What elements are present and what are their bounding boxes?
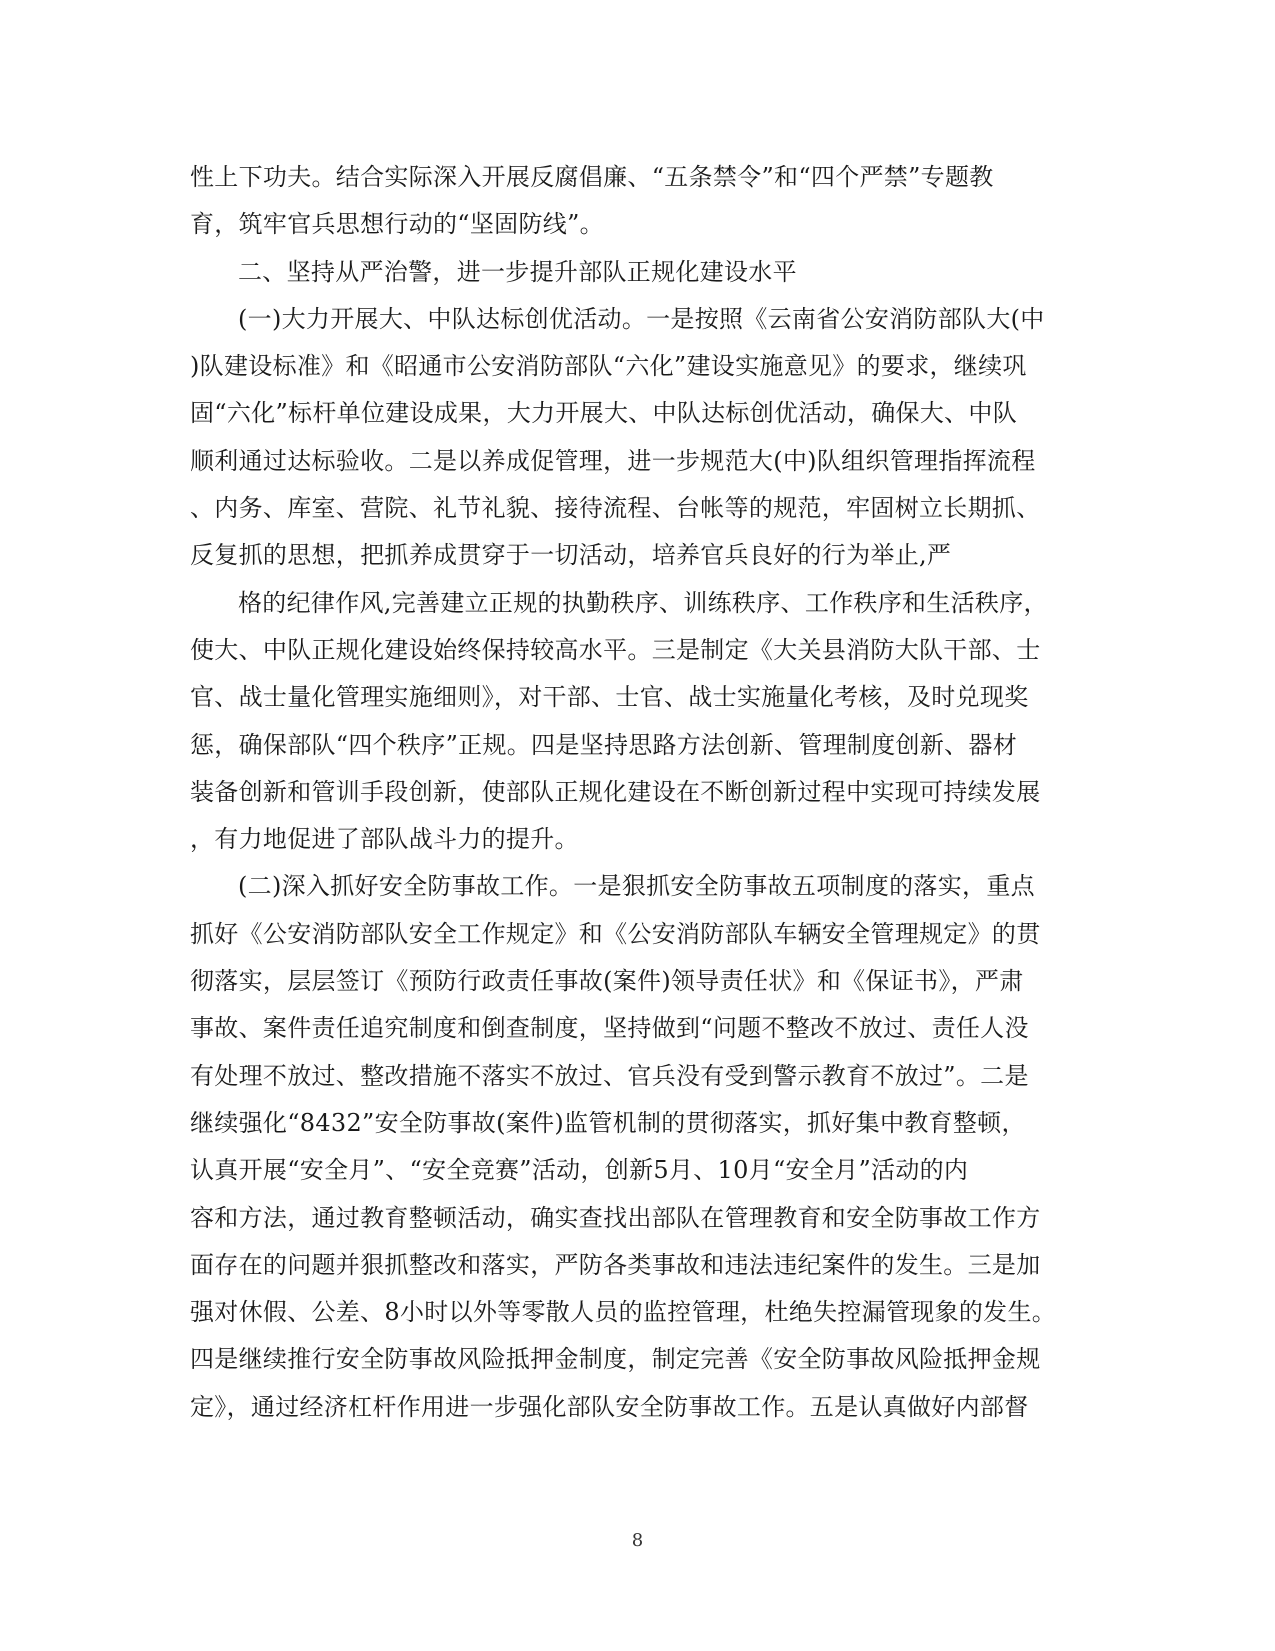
- text-line: 继续强化“8432”安全防事故(案件)监管机制的贯彻落实，抓好集中教育整顿，: [190, 1108, 1026, 1137]
- text-line: 官、战士量化管理实施细则》，对干部、士官、战士实施量化考核，及时兑现奖: [190, 683, 1029, 712]
- text-line: 装备创新和管训手段创新，使部队正规化建设在不断创新过程中实现可持续发展: [190, 777, 1041, 806]
- text-line: ，有力地促进了部队战斗力的提升。: [190, 825, 579, 854]
- text-line: 定》，通过经济杠杆作用进一步强化部队安全防事故工作。五是认真做好内部督: [190, 1392, 1029, 1421]
- text-line: )队建设标准》和《昭通市公安消防部队“六化”建设实施意见》的要求，继续巩: [190, 352, 1027, 381]
- text-line: 育，筑牢官兵思想行动的“坚固防线”。: [190, 210, 604, 239]
- paragraph-start: (一)大力开展大、中队达标创优活动。一是按照《云南省公安消防部队大(中: [238, 304, 1045, 333]
- text-line: 、内务、库室、营院、礼节礼貌、接待流程、台帐等的规范，牢固树立长期抓、: [190, 494, 1041, 523]
- text-line: 顺利通过达标验收。二是以养成促管理，进一步规范大(中)队组织管理指挥流程: [190, 446, 1036, 475]
- text-line: 四是继续推行安全防事故风险抵押金制度，制定完善《安全防事故风险抵押金规: [190, 1345, 1041, 1374]
- text-line: 反复抓的思想，把抓养成贯穿于一切活动，培养官兵良好的行为举止,严: [190, 541, 952, 570]
- text-line: 面存在的问题并狠抓整改和落实，严防各类事故和违法违纪案件的发生。三是加: [190, 1250, 1041, 1279]
- text-line: 使大、中队正规化建设始终保持较高水平。三是制定《大关县消防大队干部、士: [190, 635, 1041, 664]
- text-line: 彻落实，层层签订《预防行政责任事故(案件)领导责任状》和《保证书》，严肃: [190, 967, 1024, 996]
- text-line: 强对休假、公差、8小时以外等零散人员的监控管理，杜绝失控漏管现象的发生。: [190, 1298, 1057, 1327]
- text-line: 认真开展“安全月”、“安全竞赛”活动，创新5月、10月“安全月”活动的内: [190, 1156, 969, 1185]
- text-line: 性上下功夫。结合实际深入开展反腐倡廉、“五条禁令”和“四个严禁”专题教: [190, 163, 994, 191]
- text-line: 有处理不放过、整改措施不落实不放过、官兵没有受到警示教育不放过”。二是: [190, 1061, 1029, 1090]
- text-line: 事故、案件责任追究制度和倒查制度，坚持做到“问题不整改不放过、责任人没: [190, 1014, 1029, 1043]
- text-line: 容和方法，通过教育整顿活动，确实查找出部队在管理教育和安全防事故工作方: [190, 1203, 1041, 1232]
- text-line: 惩，确保部队“四个秩序”正规。四是坚持思路方法创新、管理制度创新、器材: [190, 730, 1018, 759]
- text-line: 固“六化”标杆单位建设成果，大力开展大、中队达标创优活动，确保大、中队: [190, 399, 1018, 428]
- body-text: [190, 154, 1070, 1431]
- paragraph-start: 格的纪律作风,完善建立正规的执勤秩序、训练秩序、工作秩序和生活秩序，: [238, 588, 1048, 617]
- paragraph-start: (二)深入抓好安全防事故工作。一是狠抓安全防事故五项制度的落实，重点: [238, 872, 1035, 901]
- page-number: 8: [631, 1530, 644, 1551]
- text-line: 抓好《公安消防部队安全工作规定》和《公安消防部队车辆安全管理规定》的贯: [190, 919, 1041, 948]
- section-heading: 二、坚持从严治警，进一步提升部队正规化建设水平: [238, 257, 797, 286]
